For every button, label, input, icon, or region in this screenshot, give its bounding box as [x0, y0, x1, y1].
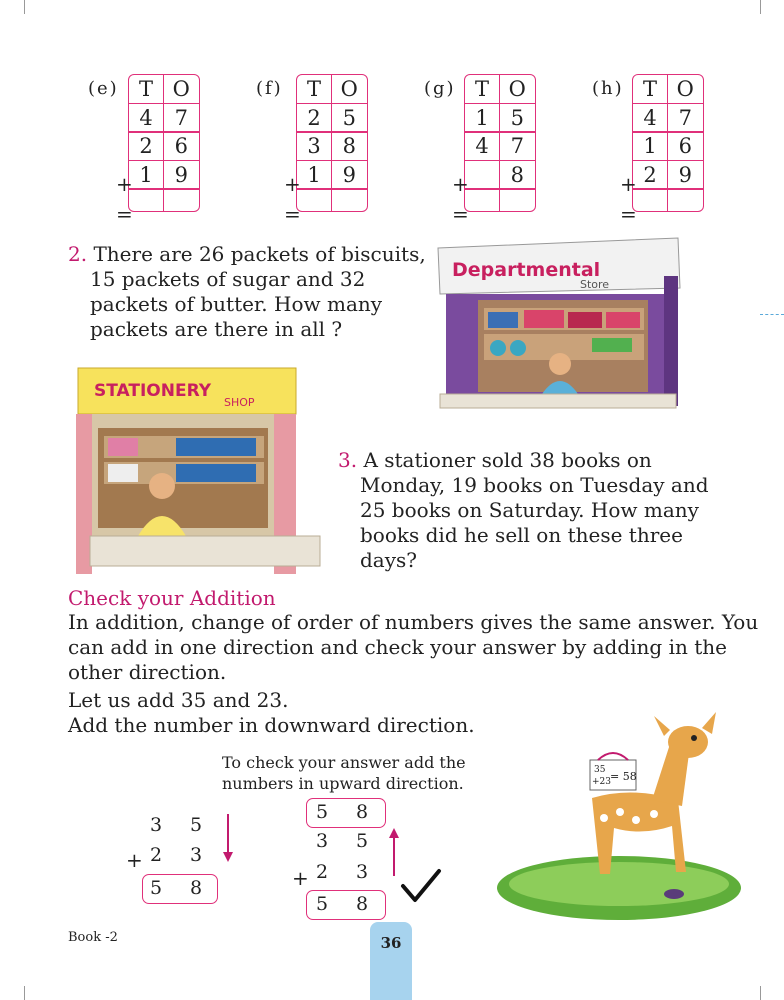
- section-heading: Check your Addition: [68, 586, 276, 610]
- tens-cell: 1: [296, 160, 332, 190]
- ones-cell: 9: [163, 160, 201, 190]
- plus-sign: +: [126, 848, 143, 872]
- paragraph-line: can add in one direction and check your answer by adding in the: [68, 635, 727, 659]
- question-line: packets are there in all ?: [90, 317, 343, 341]
- stationery-shop-illustration: [76, 366, 326, 576]
- number-row: [632, 103, 708, 133]
- question-number: 2.: [68, 242, 88, 266]
- explanation-paragraph: [68, 610, 758, 685]
- paragraph-line: Add the number in downward direction.: [68, 713, 475, 737]
- question-3: [338, 448, 709, 573]
- departmental-store-illustration: [432, 236, 682, 416]
- note-line: numbers in upward direction.: [222, 774, 464, 793]
- ones-cell: 9: [667, 160, 705, 190]
- plus-sign: +: [284, 172, 301, 196]
- trim-dash: [760, 314, 784, 315]
- header-row: [128, 74, 204, 104]
- digit: 8: [355, 801, 369, 823]
- ones-header: O: [163, 74, 201, 104]
- ones-cell: 7: [163, 103, 201, 133]
- number-row: [128, 103, 204, 133]
- table-label: (g): [424, 78, 456, 99]
- tag-result: = 58: [610, 770, 637, 783]
- tens-cell: 3: [296, 131, 332, 161]
- ones-cell: 8: [331, 131, 369, 161]
- number-row: [464, 103, 540, 133]
- tens-cell: 2: [128, 131, 164, 161]
- digit: 5: [315, 893, 329, 915]
- tens-header: T: [296, 74, 332, 104]
- digit: 3: [315, 830, 329, 852]
- page-number: 36: [380, 934, 402, 952]
- ones-header: O: [499, 74, 537, 104]
- digit: 5: [149, 877, 163, 899]
- digit: 3: [149, 814, 163, 836]
- plus-sign: +: [116, 172, 133, 196]
- digit: 3: [189, 844, 203, 866]
- question-line: 25 books on Saturday. How many: [360, 498, 699, 522]
- answer-row: [464, 188, 540, 218]
- table-label: (f): [256, 78, 283, 99]
- page-number-tab: [370, 922, 412, 1000]
- table-grid: [128, 74, 204, 218]
- checkmark-icon: [400, 868, 442, 904]
- question-line: 15 packets of sugar and 32: [90, 267, 366, 291]
- tens-answer-cell: [632, 188, 668, 212]
- digit: 8: [189, 877, 203, 899]
- ones-answer-cell: [163, 188, 201, 212]
- header-row: [632, 74, 708, 104]
- question-line: days?: [360, 548, 418, 572]
- number-row: [128, 160, 204, 190]
- sum-up-row-2: [302, 861, 382, 883]
- ones-cell: 8: [499, 160, 537, 190]
- crop-mark: [760, 986, 761, 1000]
- tens-cell: 1: [632, 131, 668, 161]
- tens-cell: 1: [128, 160, 164, 190]
- sum-down-row-1: [136, 814, 216, 836]
- table-label: (h): [592, 78, 624, 99]
- paragraph-line: In addition, change of order of numbers gives the same answer. You: [68, 610, 759, 634]
- down-arrow-icon: [220, 812, 236, 864]
- sum-up-row-1: [302, 830, 382, 852]
- table-grid: [632, 74, 708, 218]
- digit: 8: [355, 893, 369, 915]
- number-row: [632, 131, 708, 161]
- stationery-sign-text: STATIONERY: [94, 381, 212, 401]
- ones-cell: 9: [331, 160, 369, 190]
- tag-number-2: +23: [592, 777, 611, 787]
- tens-header: T: [632, 74, 668, 104]
- digit: 5: [355, 830, 369, 852]
- crop-mark: [24, 986, 25, 1000]
- book-label: Book -2: [68, 930, 118, 945]
- table-grid: [296, 74, 372, 218]
- tens-cell: 1: [464, 103, 500, 133]
- tens-cell: 2: [296, 103, 332, 133]
- number-row: [464, 131, 540, 161]
- ones-cell: 5: [331, 103, 369, 133]
- number-row: [632, 160, 708, 190]
- answer-row: [296, 188, 372, 218]
- digit: 5: [189, 814, 203, 836]
- tens-answer-cell: [296, 188, 332, 212]
- number-row: [464, 160, 540, 190]
- sum-up-top: [302, 801, 382, 823]
- digit: 2: [315, 861, 329, 883]
- ones-cell: 7: [499, 131, 537, 161]
- deer-illustration: [494, 708, 744, 922]
- number-row: [296, 131, 372, 161]
- plus-sign: +: [292, 866, 309, 890]
- tens-cell: 4: [464, 131, 500, 161]
- equals-sign: =: [284, 202, 301, 226]
- question-2: [68, 242, 426, 342]
- number-row: [296, 103, 372, 133]
- tens-cell: 4: [128, 103, 164, 133]
- ones-cell: 6: [163, 131, 201, 161]
- shop-sign-text: SHOP: [224, 396, 255, 409]
- tens-header: T: [128, 74, 164, 104]
- answer-row: [632, 188, 708, 218]
- sum-down-row-2: [136, 844, 216, 866]
- tag-number-1: 35: [594, 765, 606, 775]
- sum-up-result: [302, 893, 382, 915]
- digit: 2: [149, 844, 163, 866]
- question-line: Monday, 19 books on Tuesday and: [360, 473, 709, 497]
- paragraph-line: other direction.: [68, 660, 227, 684]
- tens-cell: 4: [632, 103, 668, 133]
- tens-answer-cell: [128, 188, 164, 212]
- table-label: (e): [88, 78, 119, 99]
- ones-cell: 7: [667, 103, 705, 133]
- tens-cell: [464, 160, 500, 190]
- tens-cell: 2: [632, 160, 668, 190]
- answer-row: [128, 188, 204, 218]
- ones-header: O: [667, 74, 705, 104]
- ones-answer-cell: [499, 188, 537, 212]
- ones-cell: 6: [667, 131, 705, 161]
- sum-down-result: [136, 877, 216, 899]
- number-row: [128, 131, 204, 161]
- note-line: To check your answer add the: [222, 753, 466, 772]
- ones-answer-cell: [331, 188, 369, 212]
- ones-cell: 5: [499, 103, 537, 133]
- equals-sign: =: [620, 202, 637, 226]
- question-number: 3.: [338, 448, 358, 472]
- departmental-sign-text: Departmental: [452, 259, 601, 281]
- table-grid: [464, 74, 540, 218]
- question-line: A stationer sold 38 books on: [363, 448, 652, 472]
- equals-sign: =: [452, 202, 469, 226]
- paragraph-line: Let us add 35 and 23.: [68, 688, 289, 712]
- header-row: [296, 74, 372, 104]
- plus-sign: +: [620, 172, 637, 196]
- tens-header: T: [464, 74, 500, 104]
- crop-mark: [24, 0, 25, 14]
- digit: 5: [315, 801, 329, 823]
- ones-header: O: [331, 74, 369, 104]
- question-line: packets of butter. How many: [90, 292, 383, 316]
- place-value-table: [592, 74, 784, 224]
- store-sign-text: Store: [580, 278, 610, 291]
- header-row: [464, 74, 540, 104]
- digit: 3: [355, 861, 369, 883]
- question-line: There are 26 packets of biscuits,: [93, 242, 426, 266]
- question-line: books did he sell on these three: [360, 523, 683, 547]
- tens-answer-cell: [464, 188, 500, 212]
- equals-sign: =: [116, 202, 133, 226]
- number-row: [296, 160, 372, 190]
- ones-answer-cell: [667, 188, 705, 212]
- plus-sign: +: [452, 172, 469, 196]
- upward-check-note: [222, 752, 466, 794]
- crop-mark: [760, 0, 761, 14]
- instruction-paragraph: [68, 688, 475, 738]
